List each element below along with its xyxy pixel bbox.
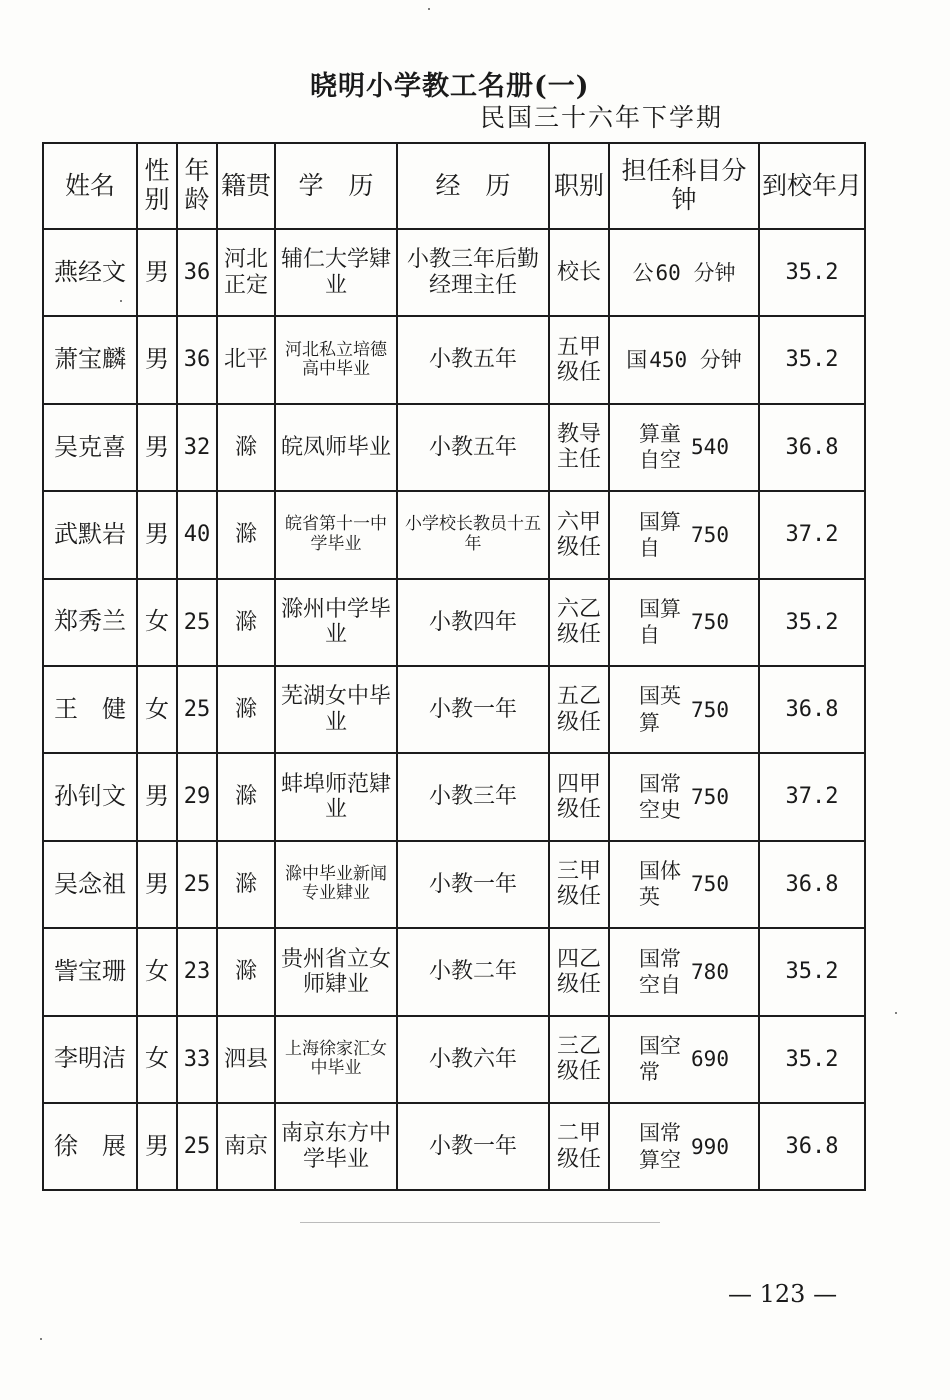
cell-gender: 女 — [137, 579, 177, 666]
cell-name: 訾宝珊 — [43, 928, 137, 1015]
cell-age: 25 — [177, 1103, 217, 1190]
cell-experience: 小教三年 — [397, 753, 549, 840]
cell-origin: 滁 — [217, 841, 275, 928]
header-arrival: 到校年月 — [759, 143, 865, 229]
cell-experience: 小教二年 — [397, 928, 549, 1015]
cell-age: 36 — [177, 229, 217, 316]
cell-education: 河北私立培德高中毕业 — [275, 316, 397, 403]
cell-origin: 滁 — [217, 579, 275, 666]
subject-list: 算童自空 — [639, 422, 682, 473]
header-education: 学 历 — [275, 143, 397, 229]
cell-education: 蚌埠师范肄 业 — [275, 753, 397, 840]
cell-gender: 男 — [137, 753, 177, 840]
header-position: 职别 — [549, 143, 609, 229]
cell-position: 四甲级任 — [549, 753, 609, 840]
cell-subjects — [609, 491, 759, 578]
cell-education: 上海徐家汇女中毕业 — [275, 1016, 397, 1103]
cell-age: 25 — [177, 666, 217, 753]
scan-speck — [895, 1012, 897, 1014]
cell-subjects — [609, 928, 759, 1015]
cell-gender: 男 — [137, 316, 177, 403]
subject-list: 国 — [626, 348, 648, 373]
cell-arrival: 37.2 — [759, 491, 865, 578]
minutes-value: 990 — [691, 1134, 729, 1159]
subject-list: 国常空自 — [639, 946, 682, 997]
minutes-value: 540 — [691, 435, 729, 460]
cell-experience: 小学校长教员十五年 — [397, 491, 549, 578]
cell-arrival: 36.8 — [759, 666, 865, 753]
cell-gender: 男 — [137, 841, 177, 928]
cell-gender: 女 — [137, 1016, 177, 1103]
cell-position: 三乙级任 — [549, 1016, 609, 1103]
minutes-value: 750 — [691, 872, 729, 897]
cell-position: 五乙级任 — [549, 666, 609, 753]
cell-position: 四乙级任 — [549, 928, 609, 1015]
cell-education: 南京东方中学毕业 — [275, 1103, 397, 1190]
cell-name: 孙钊文 — [43, 753, 137, 840]
cell-origin: 北平 — [217, 316, 275, 403]
cell-experience: 小教一年 — [397, 841, 549, 928]
cell-arrival: 35.2 — [759, 579, 865, 666]
cell-education: 滁中毕业新闻专业肄业 — [275, 841, 397, 928]
cell-subjects — [609, 316, 759, 403]
cell-experience: 小教五年 — [397, 316, 549, 403]
cell-gender: 男 — [137, 1103, 177, 1190]
cell-gender: 女 — [137, 666, 177, 753]
minutes-value: 450 分钟 — [649, 348, 742, 373]
cell-arrival: 35.2 — [759, 229, 865, 316]
minutes-value: 750 — [691, 610, 729, 635]
scan-speck — [120, 300, 122, 302]
subject-list: 国算自 — [639, 597, 682, 648]
table-row — [43, 666, 865, 753]
cell-subjects — [609, 1103, 759, 1190]
cell-education: 皖凤师毕业 — [275, 404, 397, 491]
header-row — [43, 143, 865, 229]
cell-experience: 小教一年 — [397, 666, 549, 753]
cell-name: 徐 展 — [43, 1103, 137, 1190]
cell-name: 郑秀兰 — [43, 579, 137, 666]
cell-name: 燕经文 — [43, 229, 137, 316]
subject-list: 国常算空 — [639, 1121, 682, 1172]
cell-age: 29 — [177, 753, 217, 840]
cell-experience: 小教五年 — [397, 404, 549, 491]
cell-name: 王 健 — [43, 666, 137, 753]
scan-speck — [40, 1338, 42, 1340]
cell-arrival: 37.2 — [759, 753, 865, 840]
cell-age: 40 — [177, 491, 217, 578]
cell-origin: 滁 — [217, 404, 275, 491]
table-row — [43, 316, 865, 403]
cell-name: 萧宝麟 — [43, 316, 137, 403]
cell-gender: 男 — [137, 491, 177, 578]
minutes-value: 750 — [691, 697, 729, 722]
cell-arrival: 36.8 — [759, 1103, 865, 1190]
subject-list: 国英算 — [639, 684, 682, 735]
cell-education: 滁州中学毕业 — [275, 579, 397, 666]
cell-subjects — [609, 841, 759, 928]
cell-experience: 小教一年 — [397, 1103, 549, 1190]
cell-arrival: 36.8 — [759, 404, 865, 491]
cell-education: 贵州省立女师肄业 — [275, 928, 397, 1015]
table-row — [43, 753, 865, 840]
cell-position: 六甲级任 — [549, 491, 609, 578]
page-title: 晓明小学教工名册(一) — [310, 71, 590, 102]
cell-position: 校长 — [549, 229, 609, 316]
scan-artifact-line — [300, 1222, 660, 1223]
cell-education: 芜湖女中毕业 — [275, 666, 397, 753]
subject-list: 国算自 — [639, 509, 682, 560]
header-experience: 经 历 — [397, 143, 549, 229]
cell-experience: 小教三年后勤经理主任 — [397, 229, 549, 316]
cell-position: 五甲级任 — [549, 316, 609, 403]
header-subjects: 担任科目分钟 — [609, 143, 759, 229]
cell-subjects — [609, 404, 759, 491]
cell-arrival: 36.8 — [759, 841, 865, 928]
cell-education: 皖省第十一中学毕业 — [275, 491, 397, 578]
subject-list: 国常空史 — [639, 771, 682, 823]
table-row — [43, 579, 865, 666]
scan-speck — [428, 8, 430, 10]
cell-subjects — [609, 1016, 759, 1103]
cell-age: 36 — [177, 316, 217, 403]
cell-name: 李明洁 — [43, 1016, 137, 1103]
cell-position: 教导主任 — [549, 404, 609, 491]
header-gender: 性别 — [137, 143, 177, 229]
cell-arrival: 35.2 — [759, 316, 865, 403]
table-row — [43, 1016, 865, 1103]
cell-age: 33 — [177, 1016, 217, 1103]
page-subtitle: 民国三十六年下学期 — [480, 103, 724, 132]
table-row — [43, 491, 865, 578]
cell-subjects — [609, 229, 759, 316]
minutes-value: 60 分钟 — [655, 260, 736, 285]
cell-arrival: 35.2 — [759, 1016, 865, 1103]
cell-experience: 小教六年 — [397, 1016, 549, 1103]
cell-gender: 女 — [137, 928, 177, 1015]
cell-name: 吴克喜 — [43, 404, 137, 491]
cell-gender: 男 — [137, 229, 177, 316]
cell-gender: 男 — [137, 404, 177, 491]
cell-origin: 河北正定 — [217, 229, 275, 316]
table-row — [43, 841, 865, 928]
cell-experience: 小教四年 — [397, 579, 549, 666]
cell-origin: 滁 — [217, 666, 275, 753]
table-row — [43, 928, 865, 1015]
cell-arrival: 35.2 — [759, 928, 865, 1015]
header-age: 年龄 — [177, 143, 217, 229]
table-row — [43, 229, 865, 316]
subject-list: 公 — [632, 260, 654, 285]
minutes-value: 780 — [691, 959, 729, 984]
cell-position: 三甲级任 — [549, 841, 609, 928]
cell-name: 武默岩 — [43, 491, 137, 578]
cell-subjects — [609, 753, 759, 840]
cell-subjects — [609, 579, 759, 666]
staff-roster-table — [42, 142, 866, 1191]
cell-origin: 泗县 — [217, 1016, 275, 1103]
cell-name: 吴念祖 — [43, 841, 137, 928]
cell-position: 二甲级任 — [549, 1103, 609, 1190]
cell-origin: 滁 — [217, 928, 275, 1015]
cell-subjects — [609, 666, 759, 753]
minutes-value: 690 — [691, 1047, 729, 1072]
cell-age: 25 — [177, 579, 217, 666]
cell-age: 32 — [177, 404, 217, 491]
table-row — [43, 404, 865, 491]
header-origin: 籍贯 — [217, 143, 275, 229]
cell-origin: 南京 — [217, 1103, 275, 1190]
subject-list: 国体英 — [639, 859, 682, 910]
header-name: 姓名 — [43, 143, 137, 229]
cell-position: 六乙级任 — [549, 579, 609, 666]
cell-origin: 滁 — [217, 753, 275, 840]
cell-origin: 滁 — [217, 491, 275, 578]
minutes-value: 750 — [691, 522, 729, 547]
subject-list: 国空常 — [639, 1033, 682, 1085]
cell-age: 23 — [177, 928, 217, 1015]
cell-education: 辅仁大学肄 业 — [275, 229, 397, 316]
table-row — [43, 1103, 865, 1190]
cell-age: 25 — [177, 841, 217, 928]
page-number: — 123 — — [728, 1280, 838, 1308]
minutes-value: 750 — [691, 784, 729, 809]
